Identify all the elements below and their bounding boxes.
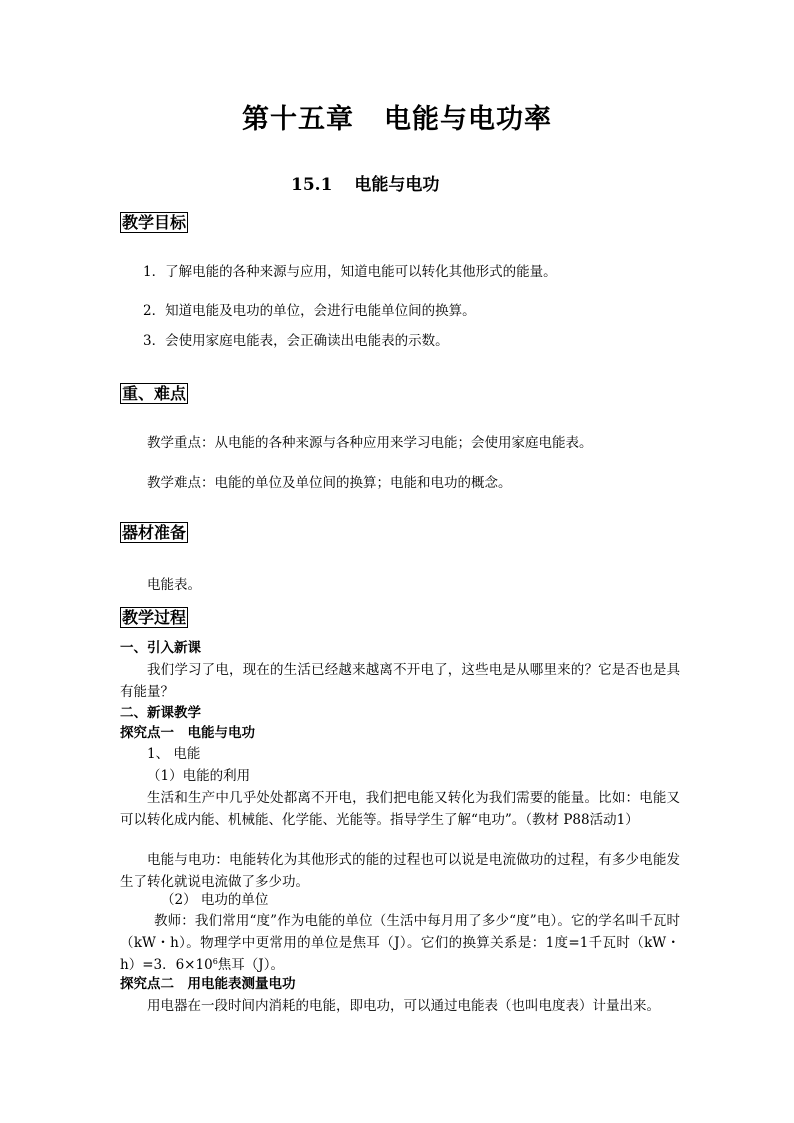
- teaching-difficulty: 教学难点：电能的单位及单位间的换算；电能和电功的概念。: [147, 475, 512, 491]
- sub-work-unit: （2） 电功的单位: [161, 892, 269, 908]
- materials-heading: 器材准备: [122, 523, 187, 542]
- meter-paragraph: 用电器在一段时间内消耗的电能，即电功，可以通过电能表（也叫电度表）计量出来。: [147, 998, 660, 1014]
- section-name: 电能与电功: [354, 175, 440, 195]
- chapter-title: 电能与电功率: [384, 104, 552, 135]
- energy-use-paragraph: 生活和生产中几乎处处都离不开电，我们把电能又转化为我们需要的能量。比如：电能又可以转化成内能、机械能、化学能、光能等。指导学生了解“电功”。（教材 P88活动1）: [120, 790, 680, 828]
- chapter-number: 第十五章: [242, 104, 354, 135]
- intro-heading: 一、引入新课: [120, 640, 201, 656]
- new-lesson-heading: 二、新课教学: [120, 705, 201, 721]
- process-heading: 教学过程: [122, 608, 187, 627]
- page-title: [0, 97, 794, 136]
- goal-item-2: 2．知道电能及电功的单位，会进行电能单位间的换算。: [143, 303, 476, 319]
- electric-work-paragraph: 电能与电功：电能转化为其他形式的能的过程也可以说是电流做功的过程，有多少电能发生了转化就说电流做了多少功。: [120, 852, 680, 890]
- explore-point-1: 探究点一 电能与电功: [120, 725, 255, 741]
- materials-text: 电能表。: [147, 577, 201, 593]
- item-electric-energy: 1、 电能: [147, 746, 201, 762]
- intro-paragraph: 我们学习了电，现在的生活已经越来越离不开电了，这些电是从哪里来的？它是否也是具有能量？: [120, 662, 680, 700]
- teacher-paragraph: 教师：我们常用“度”作为电能的单位（生活中每月用了多少“度”电）。它的学名叫千瓦时（kW・h）。物理学中更常用的单位是焦耳（J）。它们的换算关系是：1度=1千瓦时（kW・h）=3．$6\times 10^6$焦耳（J）。: [120, 913, 680, 973]
- exponent: 6: [212, 957, 218, 966]
- section-number: 15.1: [291, 175, 333, 195]
- teaching-focus: 教学重点：从电能的各种来源与各种应用来学习电能；会使用家庭电能表。: [147, 435, 593, 451]
- goal-item-1: 1．了解电能的各种来源与应用，知道电能可以转化其他形式的能量。: [143, 264, 557, 280]
- goals-heading: 教学目标: [122, 213, 187, 232]
- goal-item-3: 3．会使用家庭电能表，会正确读出电能表的示数。: [143, 333, 449, 349]
- key-points-heading: 重、难点: [122, 384, 187, 403]
- explore-point-2: 探究点二 用电能表测量电功: [120, 976, 296, 992]
- section-title: [291, 170, 439, 195]
- sub-energy-use: （1）电能的利用: [147, 768, 251, 784]
